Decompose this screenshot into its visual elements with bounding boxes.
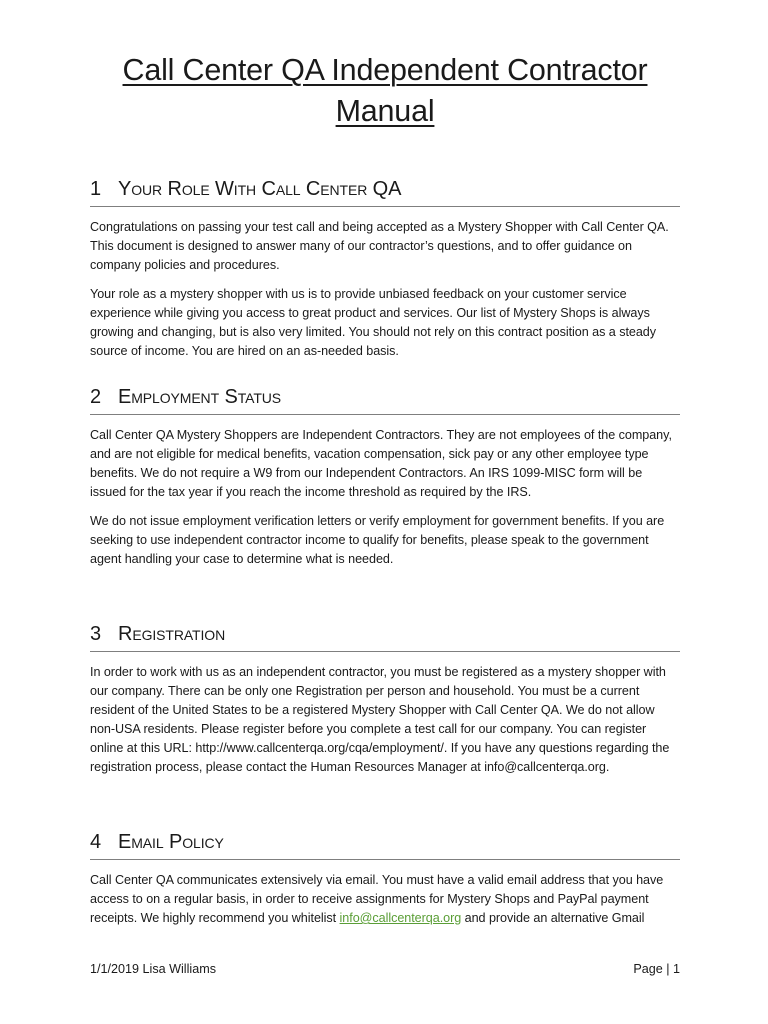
section-heading [90,176,680,207]
section-heading [90,621,680,652]
paragraph: We do not issue employment verification letters or verify employment for government benefits. If you are seeking to use independent contractor income to qualify for benefits, please speak to the government agent handling your case to determine what is needed. [90,514,665,566]
title-line-2: Manual [335,94,435,128]
paragraph: Your role as a mystery shopper with us is to provide unbiased feedback on your customer service experience while giving you access to great product and services. Our list of Mystery Shops is always growing and changing, but is also very limited. You should not rely on this contract position as a steady source of income. You are hired on an as-needed basis. [90,287,657,358]
section-your-role [90,176,680,361]
section-number: 3 [90,623,102,645]
paragraph-text: Call Center QA communicates extensively via email. You must have a valid email address that you have access to on a regular basis, in order to receive assignments for Mystery Shops and PayPal payment receipts. We highly recommend you whitelist [90,873,664,925]
footer-page-number: Page | 1 [633,962,680,976]
section-heading [90,384,680,415]
section-number: 4 [90,831,102,853]
section-registration [90,621,680,777]
section-title: Registration [118,623,226,645]
footer-date-author: 1/1/2019 Lisa Williams [90,962,216,976]
paragraph: Call Center QA Mystery Shoppers are Independent Contractors. They are not employees of the company, and are not eligible for medical benefits, vacation compensation, sick pay or any other employee type benefits. We do not require a W9 from our Independent Contractors. An IRS 1099-MISC form will be issued for the tax year if you reach the income threshold as required by the IRS. [90,428,672,499]
paragraph: In order to work with us as an independent contractor, you must be registered as a mystery shopper with our company. There can be only one Registration per person and household. You must be a current resident of the United States to be a registered Mystery Shopper with Call Center QA. We do not allow non-USA residents. Please register before you complete a test call for our company. You can register online at this URL: http://www.callcenterqa.org/cqa/employment/. If you have any questions regarding the registration process, please contact the Human Resources Manager at info@callcenterqa.org. [90,665,670,774]
title-line-1: Call Center QA Independent Contractor [122,53,648,87]
paragraph [90,871,680,928]
document-title [90,50,680,132]
section-email-policy [90,829,680,928]
section-title: Email Policy [118,831,224,853]
section-title: Employment Status [118,386,282,408]
section-title: Your Role With Call Center QA [118,178,402,200]
section-employment-status [90,384,680,569]
section-heading [90,829,680,860]
paragraph: Congratulations on passing your test call and being accepted as a Mystery Shopper with Call Center QA. This document is designed to answer many of our contractor’s questions, and to offer guidance on company policies and procedures. [90,220,669,272]
section-number: 2 [90,386,102,408]
paragraph-text: and provide an alternative Gmail [461,911,645,925]
section-number: 1 [90,178,102,200]
email-link[interactable]: info@callcenterqa.org [339,911,462,925]
